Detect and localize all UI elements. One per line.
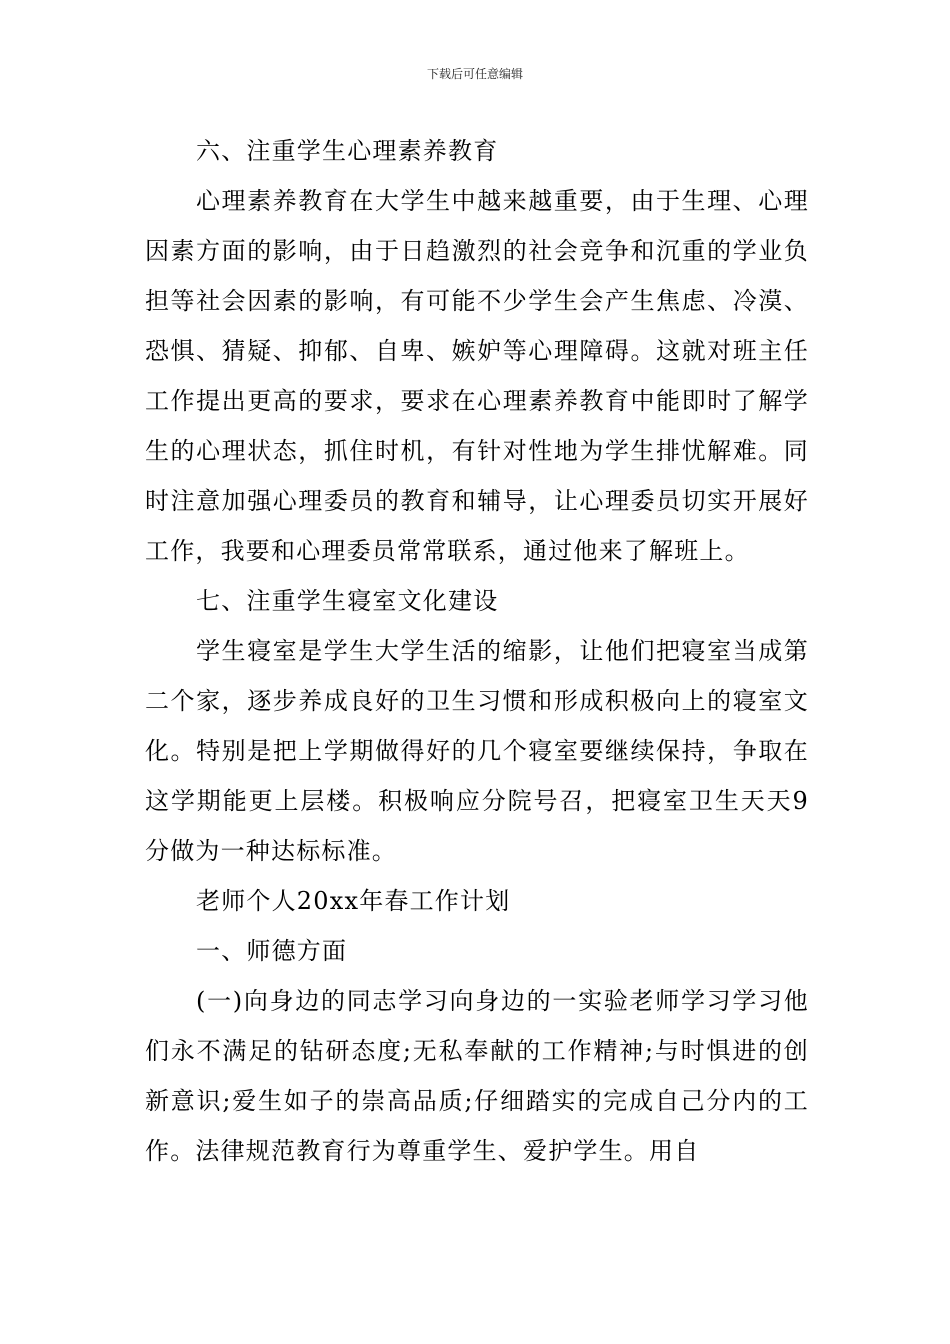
section-heading-6: 六、注重学生心理素养教育 xyxy=(196,137,499,165)
paragraph: (一)向身边的同志学习向身边的一实验老师学习学习他们永不满足的钻研态度;无私奉献的工作精神;与时惧进的创新意识;爱生如子的崇高品质;仔细踏实的完成自己分内的工作。法律规范教育行为尊重学生、爱护学生。用自 xyxy=(145,987,809,1165)
document-body xyxy=(145,126,809,1176)
section-heading-1: 一、师德方面 xyxy=(196,937,348,965)
section-heading-7: 七、注重学生寝室文化建设 xyxy=(196,587,499,615)
page-header: 下载后可任意编辑 xyxy=(426,67,523,81)
document-title: 老师个人20xx年春工作计划 xyxy=(196,887,511,915)
paragraph: 心理素养教育在大学生中越来越重要，由于生理、心理因素方面的影响，由于日趋激烈的社会竞争和沉重的学业负担等社会因素的影响，有可能不少学生会产生焦虑、冷漠、恐惧、猜疑、抑郁、自卑、嫉妒等心理障碍。这就对班主任工作提出更高的要求，要求在心理素养教育中能即时了解学生的心理状态，抓住时机，有针对性地为学生排忧解难。同时注意加强心理委员的教育和辅导，让心理委员切实开展好工作，我要和心理委员常常联系，通过他来了解班上。 xyxy=(145,187,809,565)
paragraph: 学生寝室是学生大学生活的缩影，让他们把寝室当成第二个家，逐步养成良好的卫生习惯和形成积极向上的寝室文化。特别是把上学期做得好的几个寝室要继续保持，争取在这学期能更上层楼。积极响应分院号召，把寝室卫生天天9分做为一种达标标准。 xyxy=(145,637,809,865)
